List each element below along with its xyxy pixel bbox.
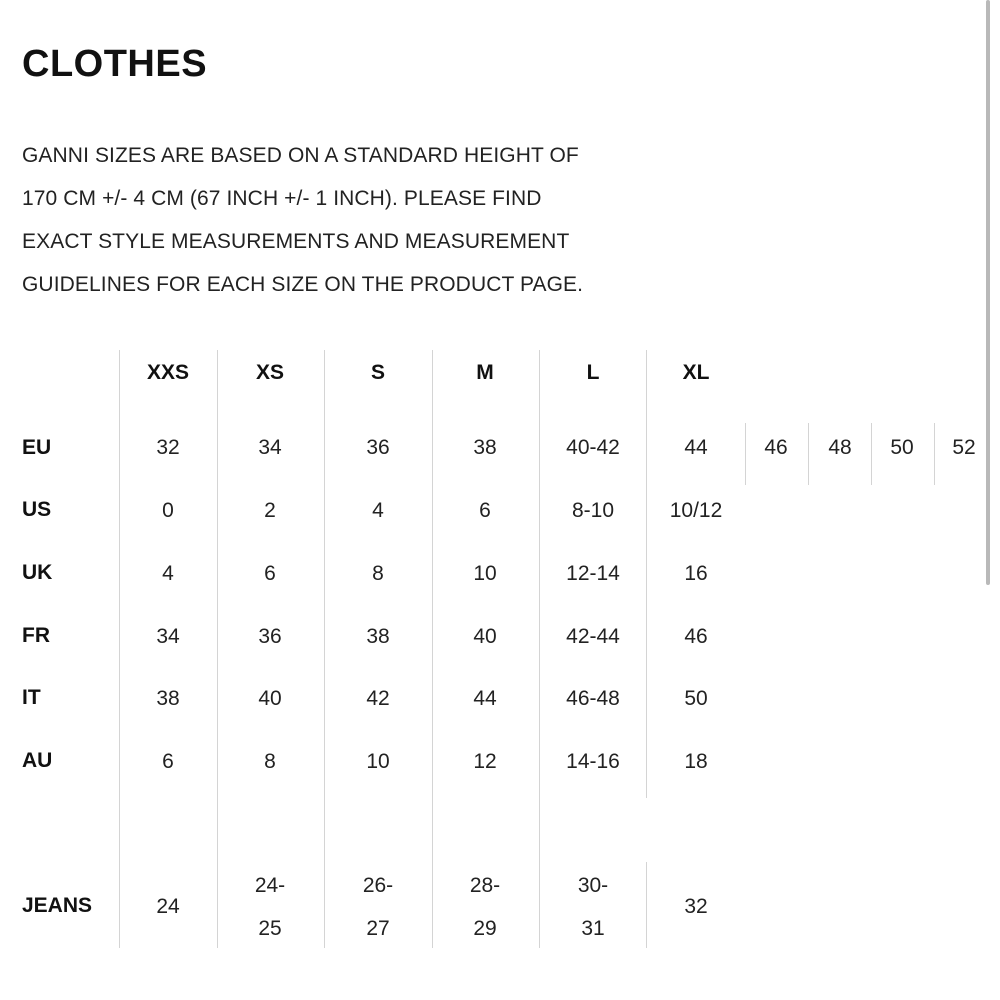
- column-divider: [539, 350, 540, 948]
- size-header-l: L: [586, 361, 600, 384]
- column-divider: [808, 423, 809, 485]
- table-cell: 40-42: [566, 436, 620, 459]
- table-cell: 8-10: [571, 499, 615, 522]
- table-cell: 38: [366, 625, 390, 648]
- cell-line: 30-: [577, 874, 609, 897]
- size-header-s: S: [370, 361, 386, 384]
- table-cell: 32: [684, 895, 708, 918]
- table-cell: 34: [156, 625, 180, 648]
- table-cell: 42-44: [566, 625, 620, 648]
- row-label-uk: UK: [22, 561, 53, 584]
- table-cell: 6: [264, 562, 276, 585]
- table-cell: 4: [162, 562, 174, 585]
- table-cell: 12: [473, 750, 497, 773]
- table-cell: 6: [162, 750, 174, 773]
- column-divider: [646, 350, 647, 798]
- row-label-fr: FR: [22, 624, 50, 647]
- cell-line: 27: [366, 917, 390, 940]
- size-header-xs: XS: [255, 361, 285, 384]
- table-cell: [470, 864, 500, 950]
- cell-line: 24-: [254, 874, 286, 897]
- table-cell: 10: [473, 562, 497, 585]
- table-cell: 42: [366, 687, 390, 710]
- column-divider: [119, 350, 120, 948]
- column-divider: [324, 350, 325, 948]
- row-label-jeans: JEANS: [22, 894, 93, 917]
- table-cell: 46-48: [566, 687, 620, 710]
- table-cell: 10/12: [669, 499, 723, 522]
- column-divider: [934, 423, 935, 485]
- table-cell: 4: [372, 499, 384, 522]
- cell-line: 25: [258, 917, 282, 940]
- table-cell: 0: [162, 499, 174, 522]
- column-divider: [646, 862, 647, 948]
- cell-line: 31: [581, 917, 605, 940]
- intro-line: EXACT STYLE MEASUREMENTS AND MEASUREMENT: [22, 230, 570, 253]
- table-cell: 12-14: [566, 562, 620, 585]
- table-cell: 2: [264, 499, 276, 522]
- row-label-us: US: [22, 498, 52, 521]
- table-cell: 44: [473, 687, 497, 710]
- table-cell: 38: [473, 436, 497, 459]
- table-cell: 50: [890, 436, 914, 459]
- size-header-xxs: XXS: [146, 361, 190, 384]
- size-header-m: M: [476, 361, 494, 384]
- table-cell: 8: [264, 750, 276, 773]
- cell-line: 26-: [362, 874, 394, 897]
- table-cell: 40: [258, 687, 282, 710]
- vertical-scrollbar[interactable]: [986, 0, 990, 585]
- table-cell: 50: [684, 687, 708, 710]
- column-divider: [217, 350, 218, 948]
- table-cell: [578, 864, 608, 950]
- table-cell: 14-16: [566, 750, 620, 773]
- size-header-xl: XL: [682, 361, 710, 384]
- row-label-it: IT: [22, 686, 41, 709]
- table-cell: 52: [952, 436, 976, 459]
- table-cell: 40: [473, 625, 497, 648]
- row-label-au: AU: [22, 749, 53, 772]
- table-cell: 8: [372, 562, 384, 585]
- cell-line: 29: [473, 917, 497, 940]
- table-cell: 34: [258, 436, 282, 459]
- table-cell: 16: [684, 562, 708, 585]
- cell-line: 28-: [469, 874, 501, 897]
- table-cell: 10: [366, 750, 390, 773]
- column-divider: [745, 423, 746, 485]
- table-cell: 24: [156, 895, 180, 918]
- intro-line: 170 CM +/- 4 CM (67 INCH +/- 1 INCH). PLEASE FIND: [22, 187, 542, 210]
- intro-line: GUIDELINES FOR EACH SIZE ON THE PRODUCT PAGE.: [22, 273, 584, 296]
- table-cell: 38: [156, 687, 180, 710]
- intro-line: GANNI SIZES ARE BASED ON A STANDARD HEIGHT OF: [22, 144, 579, 167]
- table-cell: 46: [684, 625, 708, 648]
- page-title: CLOTHES: [22, 43, 208, 85]
- table-cell: 36: [366, 436, 390, 459]
- table-cell: 6: [479, 499, 491, 522]
- table-cell: 36: [258, 625, 282, 648]
- table-cell: [363, 864, 393, 950]
- row-label-eu: EU: [22, 436, 52, 459]
- table-cell: 44: [684, 436, 708, 459]
- table-cell: 18: [684, 750, 708, 773]
- column-divider: [871, 423, 872, 485]
- column-divider: [432, 350, 433, 948]
- table-cell: 32: [156, 436, 180, 459]
- size-intro-text: [22, 138, 722, 310]
- table-cell: 48: [828, 436, 852, 459]
- table-cell: [255, 864, 285, 950]
- table-cell: 46: [764, 436, 788, 459]
